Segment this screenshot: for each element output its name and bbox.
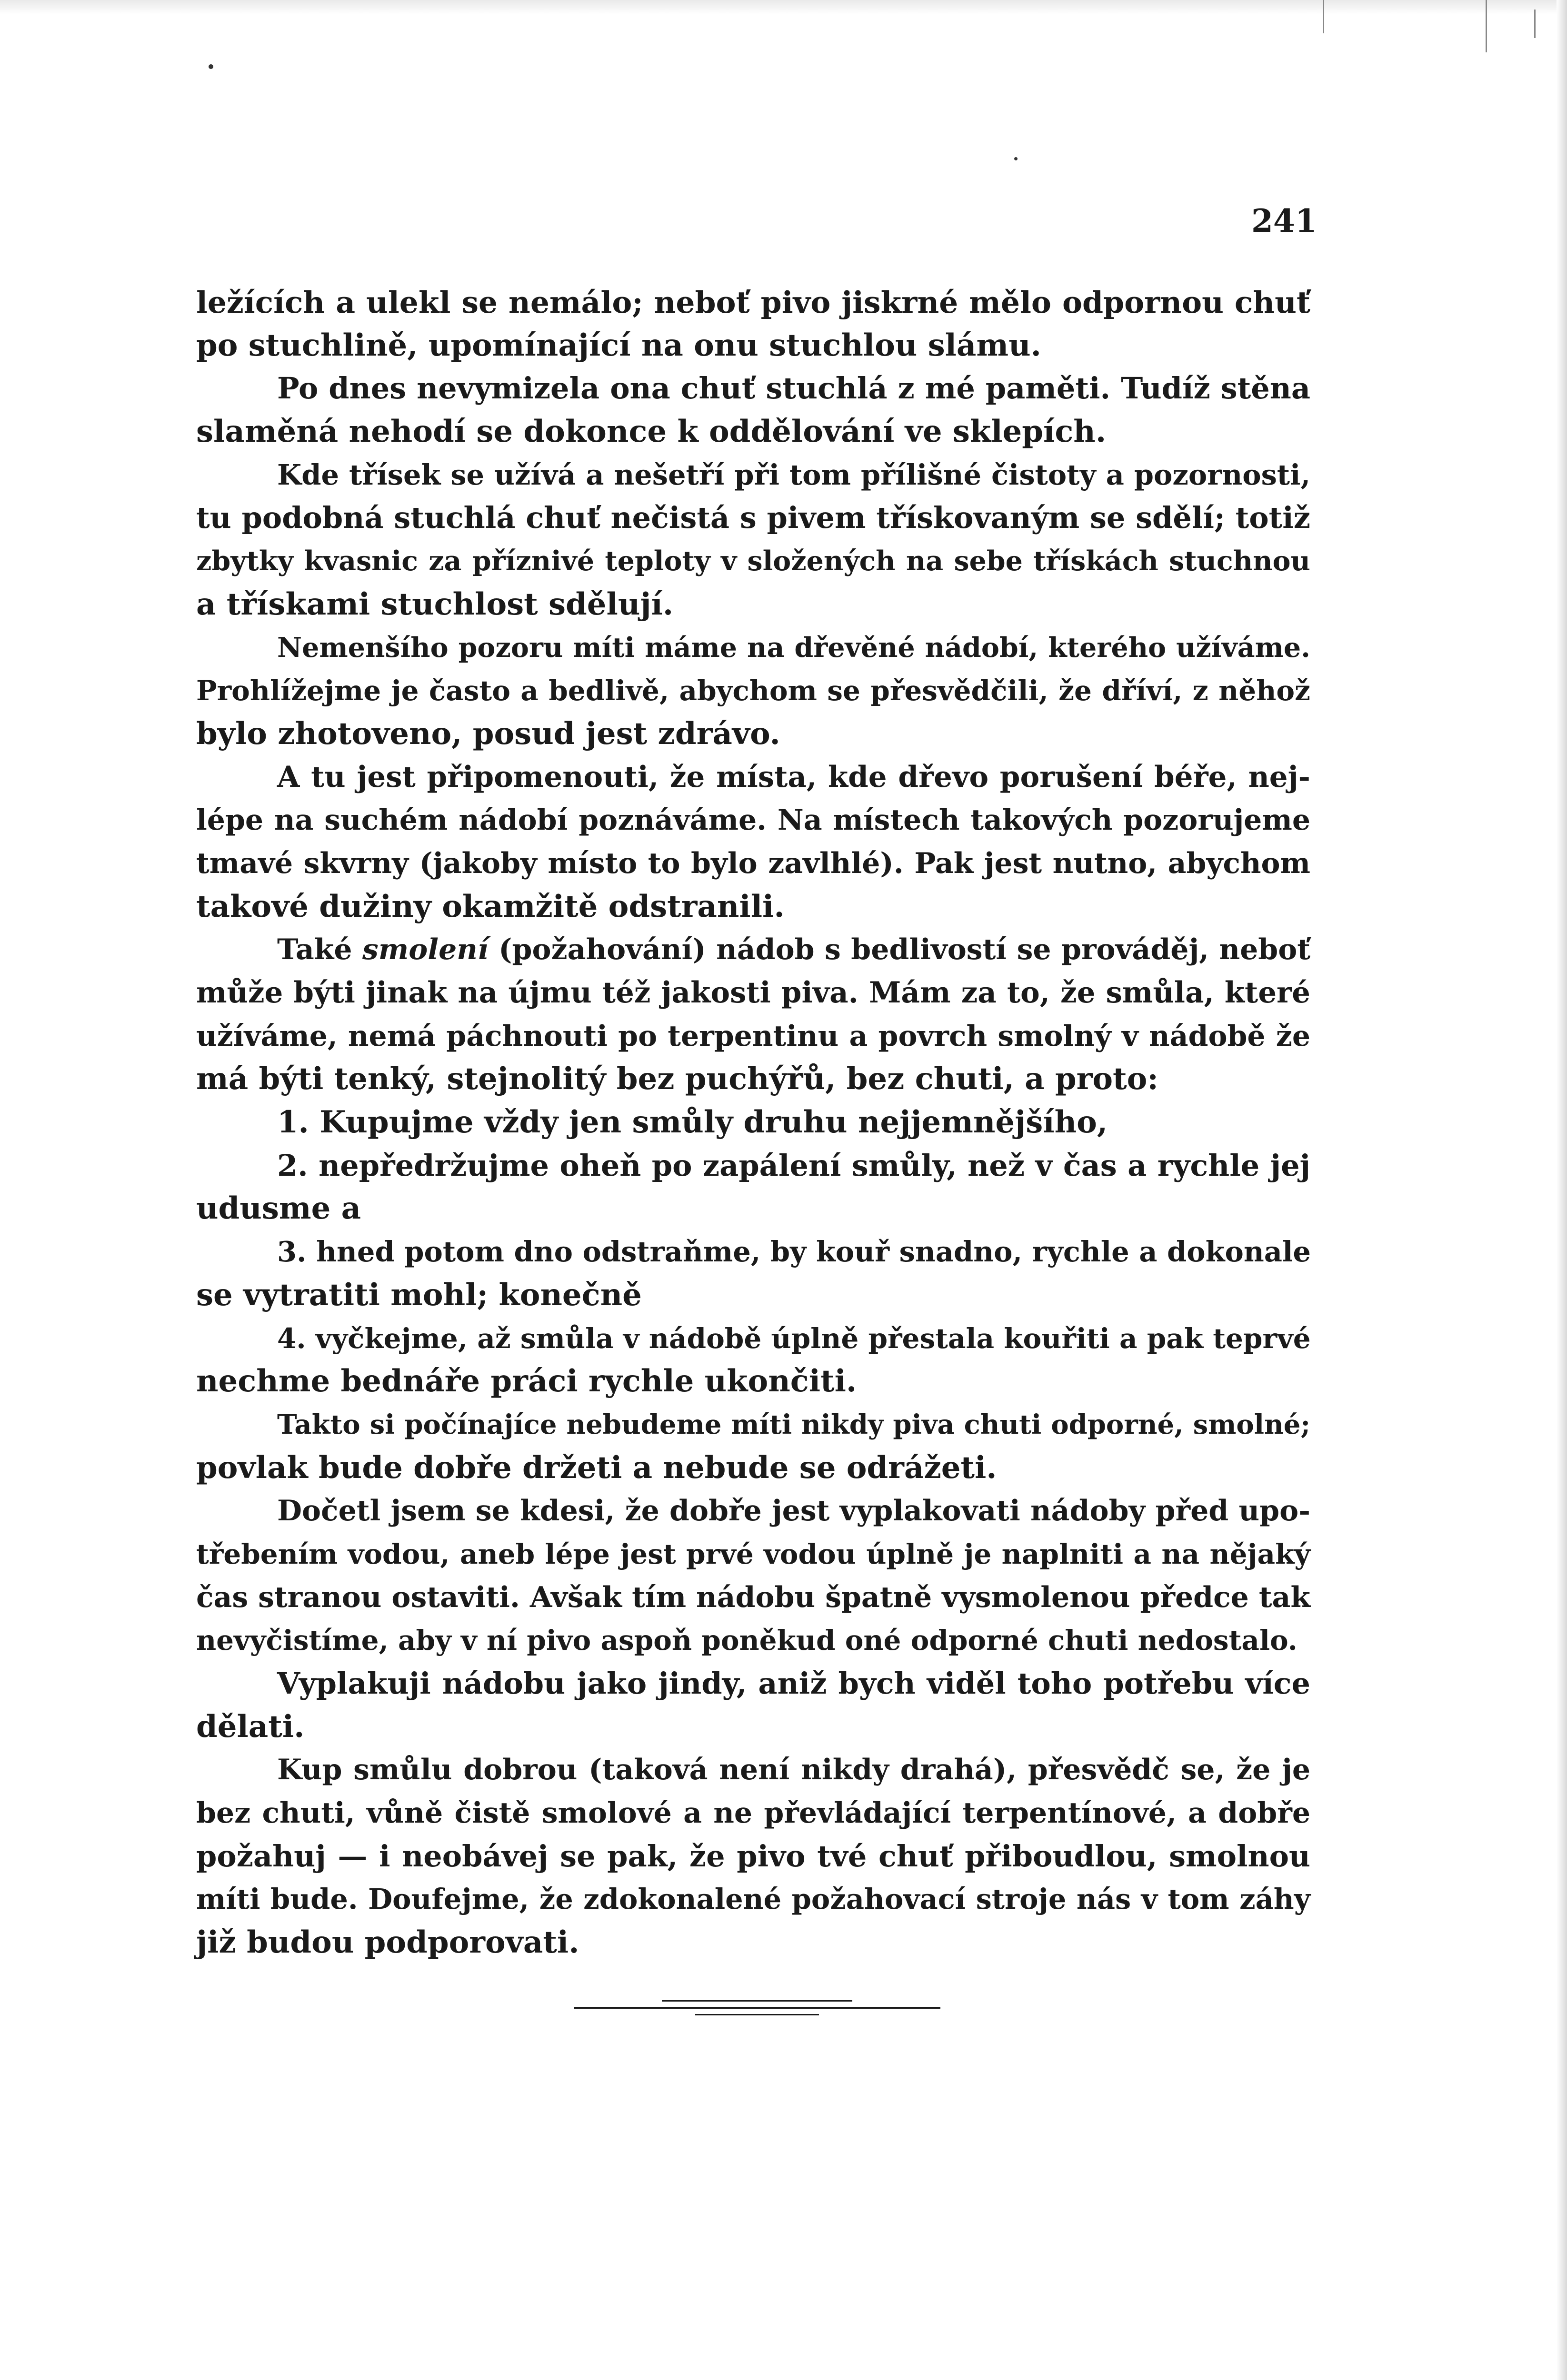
- text-line: zbytky kvasnic za příznivé teploty v složených na sebe třískách stuchnou: [196, 545, 1310, 577]
- text-line: tmavé skvrny (jakoby místo to bylo zavlhlé). Pak jest nutno, abychom: [196, 846, 1310, 880]
- page-number: 241: [1251, 202, 1317, 239]
- text-line: může býti jinak na újmu též jakosti piva. Mám za to, že smůla, které: [196, 976, 1310, 1010]
- scan-edge-top: [0, 0, 1567, 14]
- text-line: tu podobná stuchlá chuť nečistá s pivem třískovaným se sdělí; totiž: [196, 500, 1310, 536]
- text-line: dělati.: [196, 1708, 305, 1745]
- text-line: po stuchlině, upomínající na onu stuchlou slámu.: [196, 327, 1041, 363]
- text-line: třebením vodou, aneb lépe jest prvé vodou úplně je naplniti a na nějaký: [196, 1537, 1310, 1570]
- text-line: 4. vyčkejme, až smůla v nádobě úplně přestala kouřiti a pak teprvé: [277, 1322, 1311, 1355]
- text-line: takové dužiny okamžitě odstranili.: [196, 888, 785, 924]
- text-line: 3. hned potom dno odstraňme, by kouř snadno, rychle a dokonale: [277, 1235, 1311, 1269]
- text-line: se vytratiti mohl; konečně: [196, 1277, 642, 1313]
- text-line: Kde třísek se užívá a nešetří při tom přílišné čistoty a pozornosti,: [277, 458, 1310, 491]
- text-line: povlak bude dobře držeti a nebude se odrážeti.: [196, 1449, 997, 1486]
- text-line: již budou podporovati.: [196, 1924, 579, 1961]
- ornament-rule-long: [574, 2007, 940, 2009]
- text-line: Dočetl jsem se kdesi, že dobře jest vyplakovati nádoby před upo-: [277, 1494, 1310, 1528]
- ornament-rule-short: [695, 2014, 819, 2015]
- text-line: Nemenšího pozoru míti máme na dřevěné nádobí, kterého užíváme.: [277, 631, 1310, 664]
- text-line: má býti tenký, stejnolitý bez puchýřů, bez chuti, a proto:: [196, 1061, 1158, 1097]
- text-line: užíváme, nemá páchnouti po terpentinu a povrch smolný v nádobě že: [196, 1019, 1310, 1053]
- text-line: udusme a: [196, 1190, 361, 1227]
- text-line: lépe na suchém nádobí poznáváme. Na místech takových pozorujeme: [196, 803, 1310, 837]
- text-line: čas stranou ostaviti. Avšak tím nádobu špatně vysmolenou předce tak: [196, 1580, 1310, 1614]
- text-line: bylo zhotoveno, posud jest zdrávo.: [196, 715, 780, 752]
- text-run: (požahování) nádob s bedlivostí se prováděj, neboť: [488, 933, 1310, 967]
- scan-mark: [1486, 0, 1487, 52]
- text-line: nevyčistíme, aby v ní pivo aspoň poněkud oné odporné chuti nedostalo.: [196, 1624, 1298, 1657]
- text-line: 1. Kupujme vždy jen smůly druhu nejjemnějšího,: [277, 1104, 1108, 1140]
- text-line: Po dnes nevymizela ona chuť stuchlá z mé paměti. Tudíž stěna: [277, 371, 1310, 406]
- text-line: bez chuti, vůně čistě smolové a ne převládající terpentínové, a dobře: [196, 1796, 1310, 1830]
- text-line: požahuj — i neobávej se pak, že pivo tvé chuť přiboudlou, smolnou: [196, 1838, 1310, 1874]
- text-line: Kup smůlu dobrou (taková není nikdy drahá), přesvědč se, že je: [277, 1753, 1310, 1787]
- text-line: ležících a ulekl se nemálo; neboť pivo jiskrné mělo odpornou chuť: [196, 285, 1310, 320]
- scan-speck: [209, 64, 213, 69]
- text-line: [196, 928, 1310, 972]
- text-run: Také: [277, 933, 362, 967]
- italic-term: smolení: [362, 933, 489, 967]
- scan-speck: [1014, 157, 1018, 160]
- text-line: Vyplakuji nádobu jako jindy, aniž bych viděl toho potřebu více: [277, 1666, 1310, 1701]
- text-line: Prohlížejme je často a bedlivě, abychom se přesvědčili, že dříví, z něhož: [196, 674, 1310, 707]
- text-line: míti bude. Doufejme, že zdokonalené požahovací stroje nás v tom záhy: [196, 1883, 1310, 1916]
- text-line: nechme bednáře práci rychle ukončiti.: [196, 1363, 857, 1399]
- text-line: slaměná nehodí se dokonce k oddělování ve sklepích.: [196, 414, 1107, 450]
- text-line: 2. nepředržujme oheň po zapálení smůly, než v čas a rychle jej: [277, 1148, 1310, 1183]
- scan-mark: [1534, 10, 1536, 38]
- scan-mark: [1323, 0, 1324, 33]
- text-line: Takto si počínajíce nebudeme míti nikdy piva chuti odporné, smolné;: [277, 1408, 1310, 1440]
- text-line: a třískami stuchlost sdělují.: [196, 586, 674, 622]
- text-line: A tu jest připomenouti, že místa, kde dřevo porušení béře, nej-: [277, 760, 1310, 794]
- scan-edge-right: [1557, 0, 1567, 2380]
- ornament-rule-mid: [662, 2000, 852, 2002]
- body-text: [196, 281, 1310, 1964]
- end-ornament: [574, 1998, 940, 2017]
